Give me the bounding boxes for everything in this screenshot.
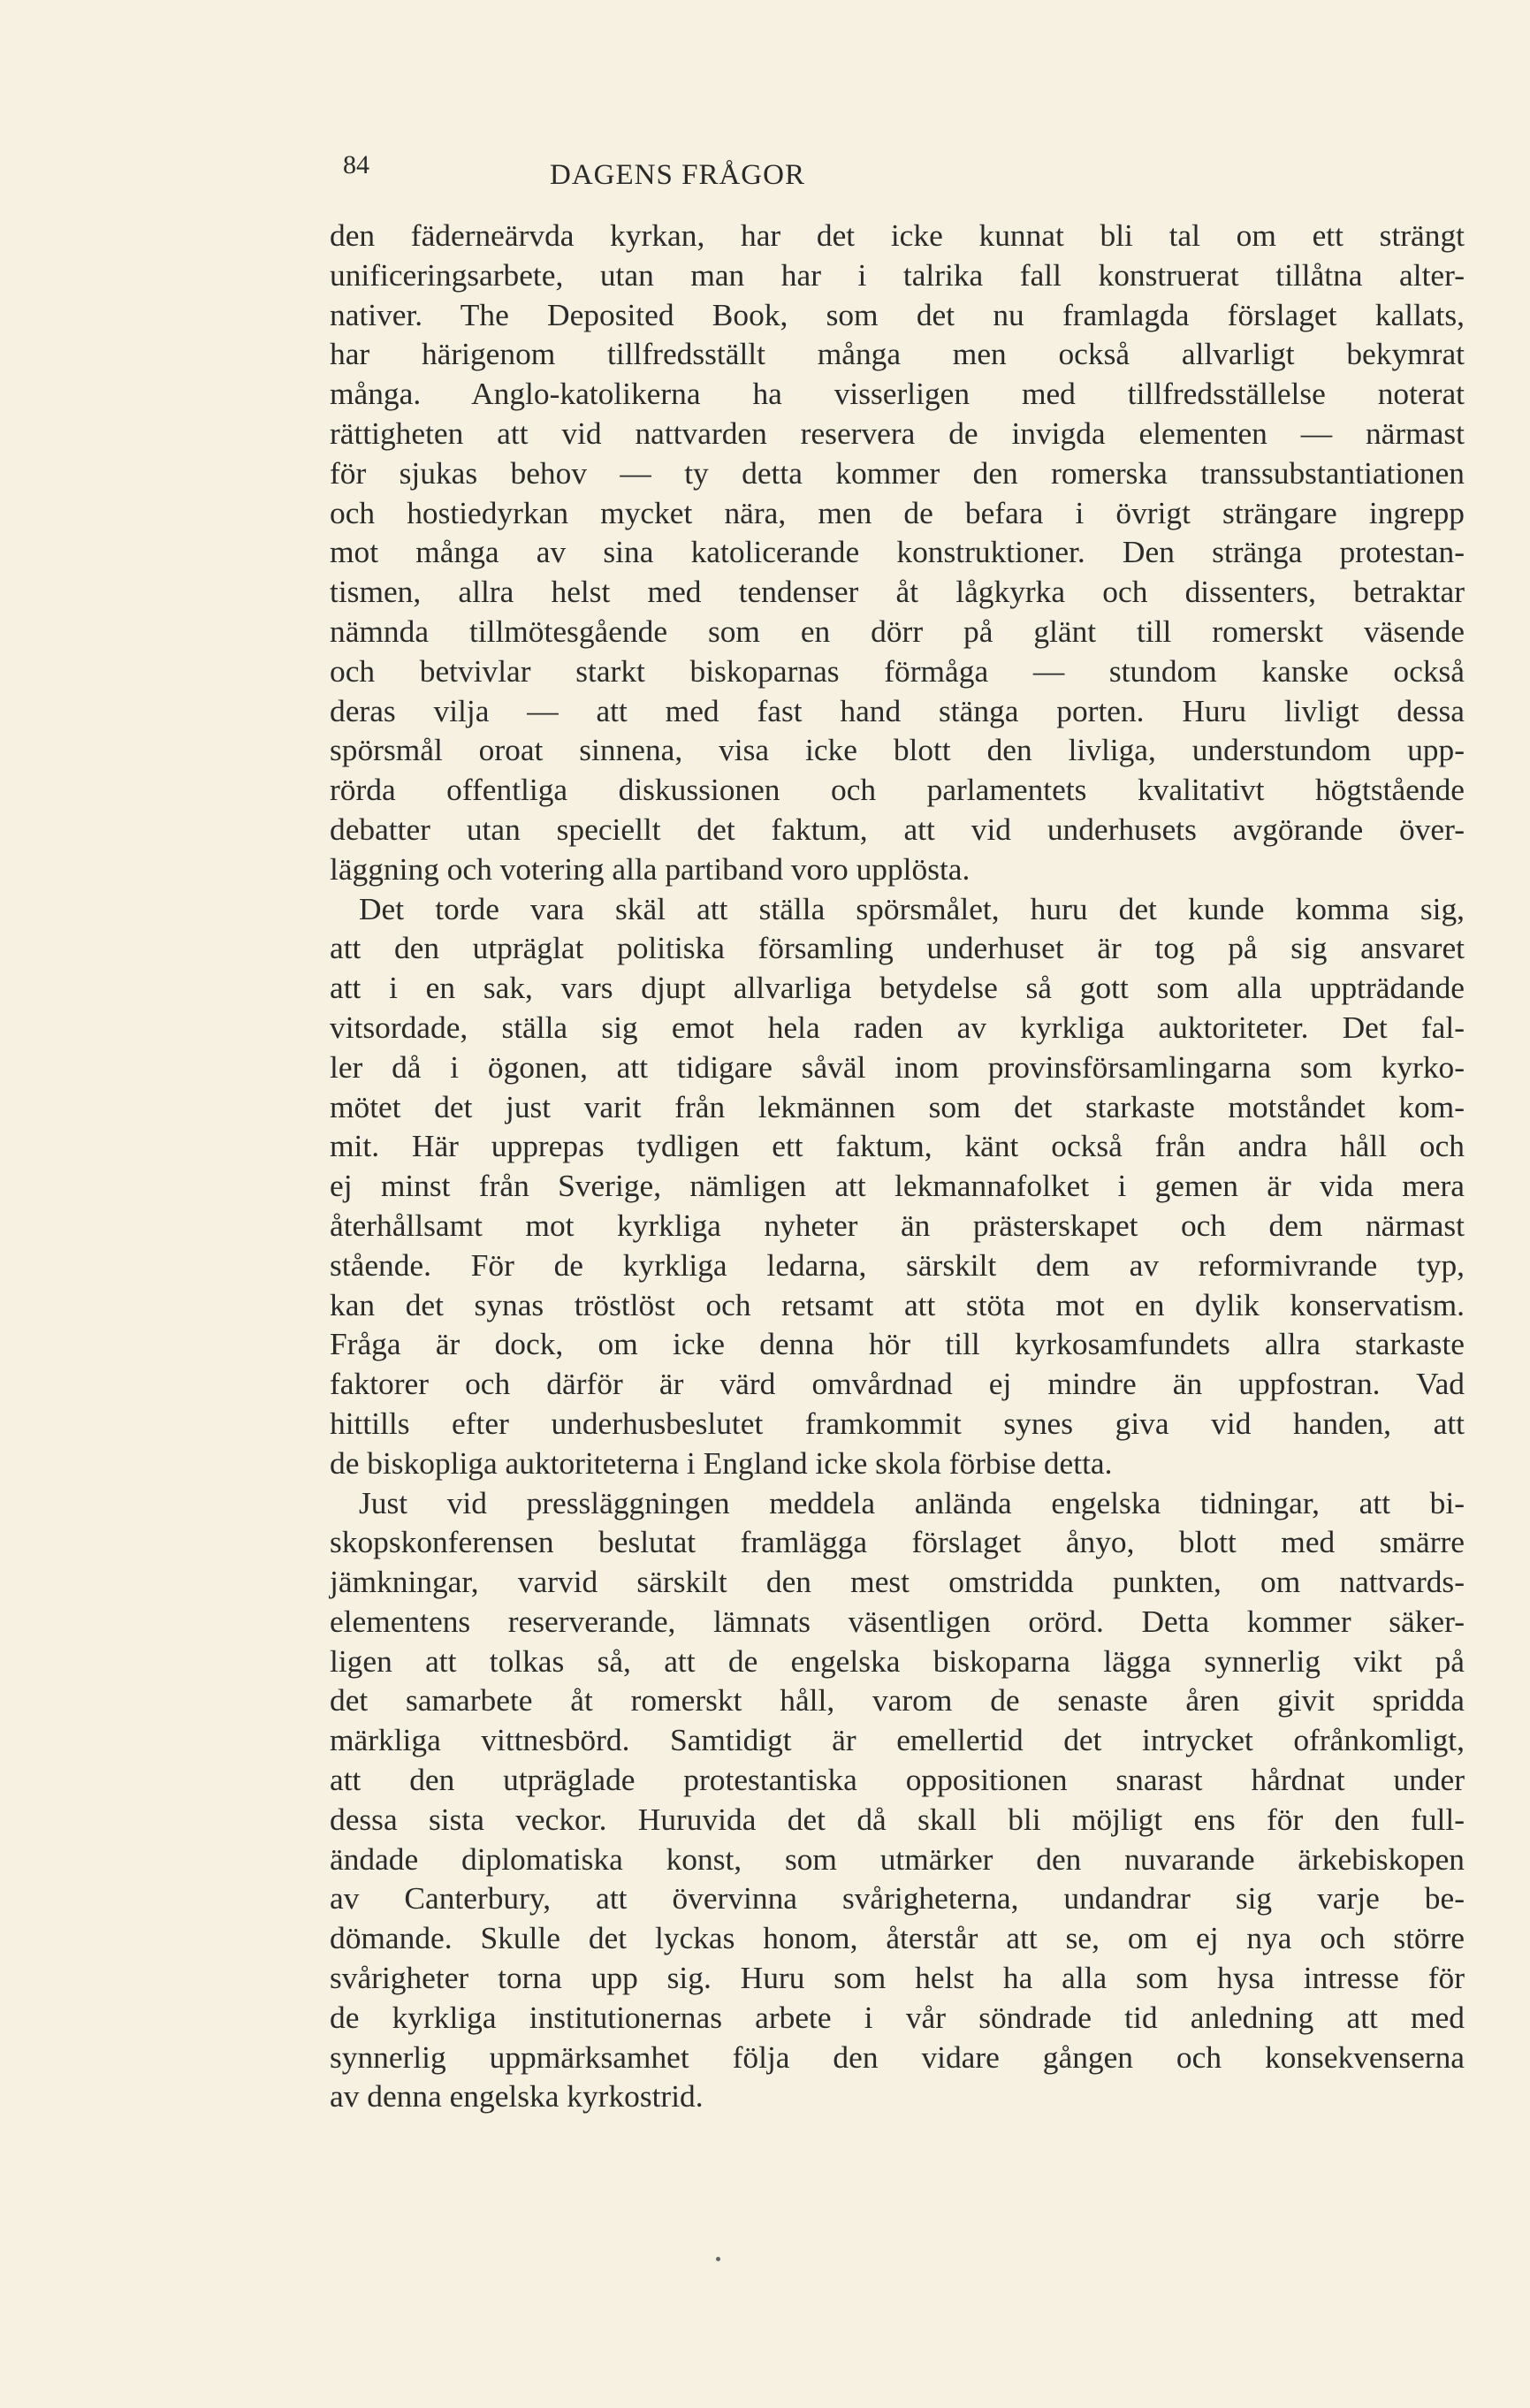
text-line: hittills efter underhusbeslutet framkommit synes giva vid handen, att [330,1405,1465,1441]
text-line: läggning och votering alla partiband voro upplösta. [330,850,971,887]
text-line: faktorer och därför är värd omvårdnad ej mindre än uppfostran. Vad [330,1366,1465,1402]
paragraph-3 [330,1483,1465,2117]
text-line: rörda offentliga diskussionen och parlamentets kvalitativt högtstående [330,772,1465,808]
text-line: stående. För de kyrkliga ledarna, särskilt dem av reformivrande typ, [330,1246,1465,1283]
text-line: för sjukas behov — ty detta kommer den romerska transsubstantiationen [330,454,1465,491]
text-line: märkliga vittnesbörd. Samtidigt är emellertid det intrycket ofrånkomligt, [330,1722,1465,1758]
text-line: dessa sista veckor. Huruvida det då skall bli möjligt ens för den full- [330,1801,1465,1837]
text-line: unificeringsarbete, utan man har i talrika fall konstruerat tillåtna alter- [330,256,1465,293]
text-line: kan det synas tröstlöst och retsamt att stöta mot en dylik konservatism. [330,1286,1465,1322]
text-line: ej minst från Sverige, nämligen att lekmannafolket i gemen är vida mera [330,1168,1465,1204]
text-line: mot många av sina katolicerande konstruktioner. Den stränga protestan- [330,534,1465,570]
text-line: deras vilja — att med fast hand stänga porten. Huru livligt dessa [330,692,1465,728]
text-line: har härigenom tillfredsställt många men också allvarligt bekymrat [330,336,1465,372]
body-text [330,216,1465,2116]
text-line: av denna engelska kyrkostrid. [330,2078,704,2115]
text-line: det samarbete åt romerskt håll, varom de senaste åren givit spridda [330,1682,1465,1718]
text-line: Fråga är dock, om icke denna hör till kyrkosamfundets allra starkaste [330,1326,1465,1362]
text-line: och betvivlar starkt biskoparnas förmåga — stundom kanske också [330,652,1465,689]
text-line: mötet det just varit från lekmännen som det starkaste motståndet kom- [330,1088,1465,1124]
text-line: svårigheter torna upp sig. Huru som helst ha alla som hysa intresse för [330,1960,1465,1996]
text-line: nativer. The Deposited Book, som det nu framlagda förslaget kallats, [330,296,1465,332]
text-line: ändade diplomatiska konst, som utmärker den nuvarande ärkebiskopen [330,1840,1465,1877]
text-line: dömande. Skulle det lyckas honom, återstår att se, om ej nya och större [330,1920,1465,1956]
text-line: ligen att tolkas så, att de engelska biskoparna lägga synnerlig vikt på [330,1642,1465,1679]
running-head: DAGENS FRÅGOR [550,159,805,191]
text-line: rättigheten att vid nattvarden reservera de invigda elementen — närmast [330,415,1465,451]
text-line: Just vid pressläggningen meddela anlända engelska tidningar, att bi- [359,1484,1465,1520]
text-line: att i en sak, vars djupt allvarliga betydelse så gott som alla uppträdande [330,970,1465,1006]
text-line: de kyrkliga institutionernas arbete i vår söndrade tid anledning att med [330,1999,1465,2035]
text-line: tismen, allra helst med tendenser åt lågkyrka och dissenters, betraktar [330,574,1465,610]
page-number: 84 [343,150,369,179]
text-line: elementens reserverande, lämnats väsentligen orörd. Detta kommer säker- [330,1603,1465,1639]
text-line: den fäderneärvda kyrkan, har det icke kunnat bli tal om ett strängt [330,217,1465,253]
text-line: att den utpräglade protestantiska oppositionen snarast hårdnat under [330,1762,1465,1798]
text-line: vitsordade, ställa sig emot hela raden av kyrkliga auktoriteter. Det fal- [330,1009,1465,1045]
ink-dot [716,2257,720,2261]
text-line: de biskopliga auktoriteterna i England icke skola förbise detta. [330,1444,1113,1481]
text-line: Det torde vara skäl att ställa spörsmålet, huru det kunde komma sig, [359,890,1465,926]
text-line: jämkningar, varvid särskilt den mest omstridda punkten, om nattvards- [330,1564,1465,1600]
text-line: återhållsamt mot kyrkliga nyheter än prästerskapet och dem närmast [330,1207,1465,1243]
text-line: debatter utan speciellt det faktum, att vid underhusets avgörande över- [330,811,1465,847]
text-line: nämnda tillmötesgående som en dörr på glänt till romerskt väsende [330,613,1465,649]
text-line: att den utpräglat politiska församling underhuset är tog på sig ansvaret [330,930,1465,966]
text-line: mit. Här upprepas tydligen ett faktum, känt också från andra håll och [330,1128,1465,1164]
text-line: av Canterbury, att övervinna svårigheterna, undandrar sig varje be- [330,1880,1465,1916]
paragraph-2 [330,889,1465,1483]
text-line: skopskonferensen beslutat framlägga förslaget ånyo, blott med smärre [330,1524,1465,1560]
text-line: många. Anglo-katolikerna ha visserligen med tillfredsställelse noterat [330,376,1465,412]
text-line: och hostiedyrkan mycket nära, men de befara i övrigt strängare ingrepp [330,494,1465,530]
paragraph-1 [330,216,1465,889]
text-line: ler då i ögonen, att tidigare såväl inom provinsförsamlingarna som kyrko- [330,1048,1465,1085]
text-line: synnerlig uppmärksamhet följa den vidare gången och konsekvenserna [330,2038,1465,2075]
text-line: spörsmål oroat sinnena, visa icke blott den livliga, understundom upp- [330,732,1465,768]
